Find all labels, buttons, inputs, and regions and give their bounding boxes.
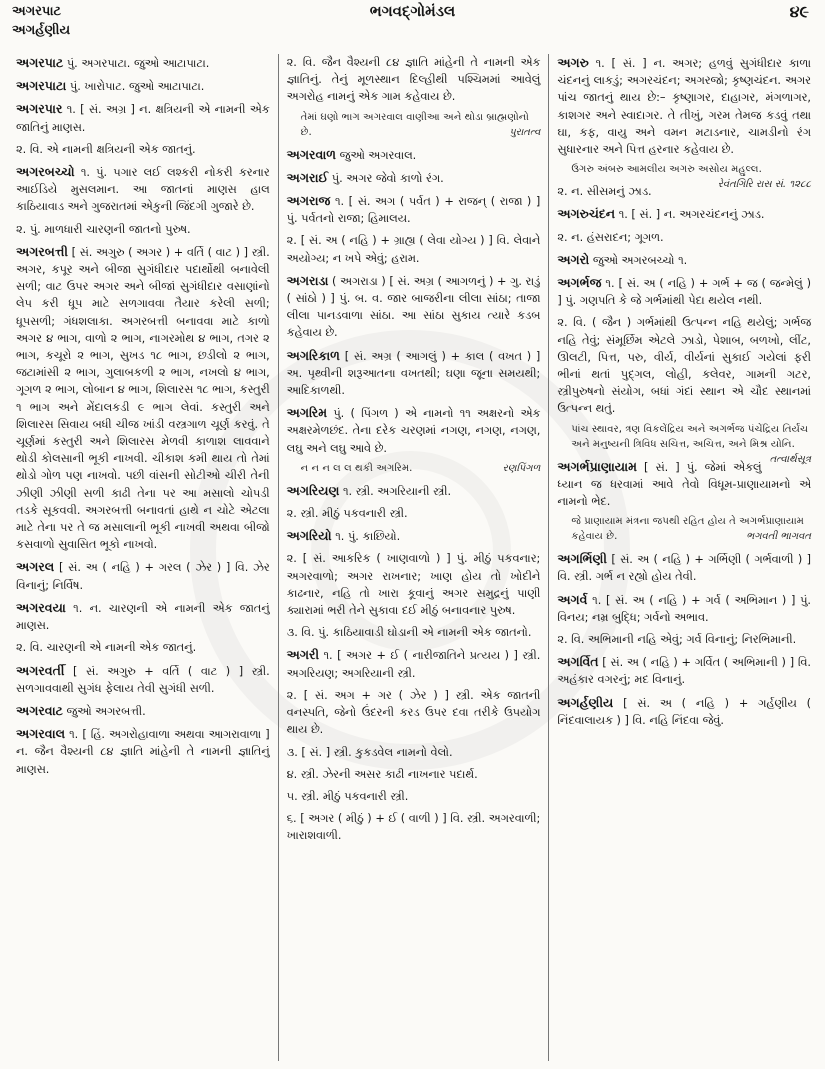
citation-text: તેમાં ઘણો ભાગ અગરવાલ વાણીઆ અને થોડા બ્રાહ્મણોનો છે. [300, 111, 529, 138]
dictionary-entry [287, 550, 541, 619]
definition-text: ૨. સ્ત્રી. મીઠું પકવનારી સ્ત્રી. [286, 507, 408, 521]
definition-text: ૧. પું. પગાર લઈ લશ્કરી નોકરી કરનાર આઈડિયે મુસલમાન. આ જાતનાં માણસ હાલ કાઠિયાવાડ અને ગુજરાતમાં એકુની જિંદગી ગુજારે છે. [16, 166, 270, 214]
guide-word-last: અગર્હણીય [12, 23, 71, 38]
citation-quote [571, 422, 812, 465]
headword: અગરપાર [16, 101, 63, 117]
dictionary-entry [16, 163, 270, 216]
citation-source: ભગવતી ભાગવત [746, 531, 812, 543]
dictionary-entry [287, 505, 541, 522]
dictionary-entry [16, 599, 270, 634]
citation-source: રેવંતગિરિ રાસ સં. ૧૨૮૮ [717, 179, 812, 191]
definition-text: ૪. સ્ત્રી. ઝેરની અસર કાઢી નાખનાર પદાર્થ. [286, 767, 478, 781]
headword: અગરવયા [16, 599, 66, 615]
headword: અગર્વિત [557, 654, 599, 670]
headword: અગરાજ [286, 193, 331, 209]
definition-text: ૧. [ સં. ] ન. અગરચંદનનું ઝાડ. [615, 208, 765, 222]
headword: અગરબચ્ચો [16, 164, 75, 180]
definition-text: ૫. સ્ત્રી. મીઠું પકવનારી સ્ત્રી. [286, 789, 409, 803]
definition-text: ૩. વિ. પું. કાઠિયાવાડી ઘોડાની એ નામની એક જાતનો. [286, 626, 532, 640]
dictionary-entry [557, 314, 811, 417]
definition-text: ૨. ન. સીસમનું ઝાડ. [557, 185, 652, 199]
dictionary-entry [287, 788, 541, 805]
headword: અગરિકાળ [286, 347, 340, 363]
headword: અગરાડા [286, 272, 329, 288]
definition-text: પું. અગર જેવો કાળો રંગ. [328, 171, 444, 185]
dictionary-entry [287, 232, 541, 266]
citation-quote [301, 461, 541, 476]
headword: અગરપાટ [16, 55, 64, 70]
dictionary-entry [557, 550, 811, 585]
definition-text: [ સં. અગુરુ + વર્તિ ( વાટ ) ] સ્ત્રી. સળગાવવાથી સુગંધ ફેલાય તેવી સુગંધી સળી. [16, 664, 270, 695]
dictionary-entry [16, 558, 270, 593]
headword: અગર્ભજ [557, 275, 602, 291]
headword: અગરપાટા [16, 78, 67, 94]
dictionary-entry [287, 169, 541, 187]
definition-text: ૩. [ સં. ] સ્ત્રી. કુકડવેલ નામનો વેલો. [286, 745, 453, 759]
dictionary-entry [16, 725, 270, 778]
column-3 [549, 54, 819, 1061]
definition-text: ૧. [ સં. અગ ( પર્વત ) + રાજન્ ( રાજા ) ] પું. પર્વતનો રાજા; હિમાલય. [286, 195, 541, 226]
dictionary-entry [557, 229, 811, 246]
dictionary-entry [16, 243, 270, 554]
definition-text: જુઓ અગરબચ્ચો ૧. [589, 253, 688, 267]
dictionary-entry [557, 631, 811, 648]
dictionary-entry [557, 694, 811, 729]
definition-text: ૨. વિ. ચારણની એ નામની એક જાતનું. [16, 641, 197, 655]
definition-text: ૨. વિ. જૈન વૈશ્યની ૮૪ જ્ઞાતિ માંહેની તે નામની એક જ્ઞાતિનું. તેનું મૂળસ્થાન દિલ્હીથી પશ્ચિમમાં આવેલું અગરોહ નામનું એક ગામ કહેવાય છે. [286, 56, 541, 104]
page-header [12, 2, 813, 54]
dictionary-entry [287, 146, 541, 164]
dictionary-entry [287, 347, 541, 400]
dictionary-entry [287, 482, 541, 500]
dictionary-entry [287, 810, 541, 844]
dictionary-entry [16, 702, 270, 720]
headword: અગર્હણીય [557, 694, 614, 710]
definition-text: [ સં. અ ( નહિ ) + ગર્ભિણી ( ગર્ભવાળી ) ] વિ. સ્ત્રી. ગર્ભ ન રહ્યો હોય તેવી. [557, 553, 812, 584]
definition-text: [ સં. અગુરુ ( અગર ) + વર્તિ ( વાટ ) ] સ્ત્રી. અગર, કપૂર અને બીજા સુગંધીદાર પદાર્થોથી બનાવેલી સળી; વાટ ઉપર અગર અને બીજાં સુગંધીદાર વસાણાંનો લેપ કરી ધૂપ માટે સળગાવવા તૈયાર કરેલી સળી; ધૂપસળી; ગંધશલાકા. અગરબત્તી બનાવવા માટે કાળો અગર ૪ ભાગ, વાળો ૨ ભાગ, નાગરમોથ ૪ ભાગ, તગર ૨ ભાગ, કચૂરો ૨ ભાગ, સુખડ ૧૮ ભાગ, છડીલો ૨ ભાગ, જટામાંસી ૨ ભાગ, ગુલાબકળી ૨ ભાગ, નખલો ૪ ભાગ, ગૂગળ ૨ ભાગ, લોબાન ૪ ભાગ, શિલારસ ૧૮ ભાગ, કસ્તુરી ૧ ભાગ અને મેંદાલકડી ૯ ભાગ લેવાં. કસ્તુરી અને શિલારસ સિવાય બધી ચીજ ખાંડી વસ્ત્રગાળ ચૂર્ણ કરવું. તે ચૂર્ણમાં કસ્તુરી અને શિલારસ મેળવી કાળાશ લાવવાને થોડી કોલસાની ભૂકી નાખવી. ચીકાશ કમી થાય તો તેમાં થોડો ગોળ પણ નાખવો. પછી વાંસની સોટીઓ ચીરી તેની ઝીણી ઝીણી સળી કાઢી તેના પર આ મસાલો ચોપડી તડકે સૂકવવી. અગરબત્તી બનાવતાં હાથે ન ચોટે એટલા માટે તેના પર તે જ મસાલાની ભૂકી નાખવી અથવા બીજો કસવાળો સુવાસિત ભૂકો નાખવો. [16, 245, 270, 552]
definition-text: ૬. [ અગર ( મીઠું ) + ઈ ( વાળી ) ] વિ. સ્ત્રી. અગરવાળી; ખારાશવાળી. [286, 812, 541, 843]
definition-text: ૨. [ સં. અગ + ગર ( ઝેર ) ] સ્ત્રી. એક જાતની વનસ્પતિ, જેનો ઉંદરની કરડ ઉપર દવા તરીકે ઉપયોગ થાય છે. [286, 688, 541, 737]
dictionary-entry [16, 77, 270, 95]
definition-text: [ સં. અગ્ર ( આગલું ) + કાલ ( વખત ) ] અ. પૃથ્વીની શરૂઆતના વખતથી; ઘણા જૂના સમયથી; આદિકાળથી. [286, 349, 541, 398]
dictionary-entry [287, 687, 541, 739]
definition-text: ૧. [ સં. ] ન. અગર; હળવું સુગંધીદાર કાળા ચંદનનું લાકડું; અગરચંદન; અગરજો; કૃષ્ણચંદન. અગર પાંચ જાતનું થાય છે:– કૃષ્ણાગર, દાહાગર, મંગળાગર, કાશગર અને સ્વાદાગર. તે તીખું, ગરમ તેમજ કડવું તથા ઘા, કફ, વાયુ અને વમન મટાડનાર, ચામડીનો રંગ સુધારનાર અને પિત્ત હરનાર કહેવાય છે. [557, 57, 812, 157]
definition-text: જુઓ અગરવાલ. [336, 148, 417, 162]
guide-word-first: અગરપાટ [12, 4, 62, 19]
definition-text: ૧. [ સં. અગ્ર ] ન. ક્ષત્રિયની એ નામની એક જાતિનું માણસ. [16, 103, 270, 134]
headword: અગરુ [557, 55, 589, 70]
definition-text: પું. ( પિંગળ ) એ નામનો ૧૧ અક્ષરનો એક અક્ષરમેળછંદ. તેના દરેક ચરણમાં નગણ, નગણ, નગણ, લઘુ અને લઘુ આવે છે. [286, 407, 541, 455]
headword: અગર્ભપ્રાણાયામ [557, 458, 637, 474]
citation-text: ઉગરુ અંબરુ આમલીય અગરુ અસોય મહુલ્લ. [571, 164, 762, 176]
headword: અગર્ભિણી [557, 551, 607, 567]
dictionary-entry [287, 646, 541, 681]
definition-text: પું. અગરપાટા. જુઓ આટાપાટા. [63, 57, 210, 70]
headword: અગરુચંદન [557, 206, 616, 222]
dictionary-entry [557, 251, 811, 269]
citation-source: રણપિંગળ [502, 462, 541, 474]
citation-quote [571, 162, 812, 191]
headword: અગરો [557, 251, 590, 267]
citation-text: જે પ્રાણાયામ મંત્રના જપથી રહિત હોય તે અગર્ભપ્રાણાયામ કહેવાય છે. [571, 516, 804, 543]
dictionary-entry [16, 639, 270, 656]
citation-quote [301, 110, 541, 140]
column-1 [8, 54, 279, 1061]
dictionary-entry [287, 54, 541, 106]
headword: અગરાઈ [286, 169, 329, 185]
definition-text: ૨. પું. માળધારી ચારણની જાતનો પુરુષ. [16, 222, 191, 236]
dictionary-columns [8, 54, 819, 1061]
definition-text: ૨. [ સં. અ ( નહિ ) + ગ્રાહ્ય ( લેવા યોગ્ય ) ] વિ. લેવાને અયોગ્ય; ન ખપે એવું; હરામ. [286, 234, 541, 265]
headword: અગરવાળ [286, 146, 337, 162]
dictionary-entry [557, 205, 811, 223]
dictionary-entry [287, 404, 541, 457]
definition-text: પું. ખારોપાટ. જુઓ આટાપાટા. [66, 80, 205, 94]
dictionary-entry [287, 744, 541, 761]
dictionary-entry [287, 766, 541, 783]
dictionary-entry [287, 527, 541, 545]
dictionary-entry [16, 662, 270, 697]
dictionary-entry [557, 591, 811, 626]
dictionary-entry [16, 54, 270, 72]
definition-text: [ સં. અ ( નહિ ) + ગર્વિત ( અભિમાની ) ] વિ. અહંકાર વગરનું; મદ વિનાનું. [557, 656, 812, 687]
definition-text: [ સં. અ ( નહિ ) + ગરલ ( ઝેર ) ] વિ. ઝેર વિનાનું; નિર્વિષ. [16, 561, 270, 592]
definition-text: ૧. [ સં. અ ( નહિ ) + ગર્ભ + જ ( જન્મેલું ) ] પું. ગણપતિ કે જે ગર્ભમાંથી પેદા થયેલ નથી. [557, 277, 812, 308]
dictionary-entry [287, 272, 541, 342]
definition-text: ૧. ન. ચારણની એ નામની એક જાતનું માણસ. [16, 601, 270, 633]
headword: અગરવર્તી [16, 662, 65, 678]
headword: અગરબત્તી [16, 243, 68, 259]
citation-text: ન ન ન લ લ થકી અગરિમ. [300, 462, 413, 474]
headword: અગરવાટ [16, 702, 63, 718]
definition-text: [ સં. ] પું. જેમાં એકલું ધ્યાન જ ધરવામાં આવે તેવો વિધૂમ-પ્રાણાયામનો એ નામનો ભેદ. [557, 460, 812, 509]
definition-text: ૧. [ હિં. અગરોહાવાળા અથવા આગરાવાળા ] ન. જૈન વૈશ્યની ૮૪ જ્ઞાતિ માંહેની તે નામની જ્ઞાતિનું માણસ. [16, 728, 270, 776]
definition-text: ( અગરાડા ) [ સં. અગ્ર ( આગળનું ) + ગુ. રાડું ( સાંઠો ) ] પું. બ. વ. જાર બાજરીના લીલા સાંઠા; તાજા લીલા પાનડવાળા સાંઠા. આ સાંઠા સુકાય ત્યારે કડબ કહેવાય છે. [286, 274, 541, 340]
definition-text: ૨. વિ. અભિમાની નહિ એવું; ગર્વ વિનાનું; નિરભિમાની. [557, 633, 797, 647]
headword: અગરિમ [286, 405, 328, 421]
headword: અગર્વ [557, 591, 588, 607]
dictionary-entry [16, 221, 270, 238]
column-2 [279, 54, 550, 1061]
definition-text: ૨. વિ. ( જૈન ) ગર્ભમાંથી ઉત્પન્ન નહિ થયેલું; ગર્ભજ નહિ તેવું; સંમૂર્છિમ એટલે ઝાડો, પેશાબ, બળખો, લીંટ, ઊલટી, પિત્ત, પરુ, વીર્ય, વીર્યનાં સુકાઈ ગયેલાં ફરી ભીનાં થતાં પુદ્ગલ, લોહી, કલેવર, ગામની ગટર, સ્ત્રીપુરુષનો સંયોગ, બધાં ગંદાં સ્થાન એ ચૌદ સ્થાનમાં ઉત્પન્ન થતું. [557, 316, 812, 416]
definition-text: જુઓ અગરબત્તી. [62, 704, 146, 718]
citation-quote [571, 514, 811, 544]
headword: અગરિયો [286, 528, 332, 544]
dictionary-entry [557, 653, 811, 688]
definition-text: ૧. સ્ત્રી. અગરિયાની સ્ત્રી. [339, 484, 452, 498]
definition-text: ૧. [ અગર + ઈ ( નારીજાતિને પ્રત્યય ) ] સ્ત્રી. અગરિયણ; અગરિયાની સ્ત્રી. [286, 649, 541, 680]
dictionary-entry [287, 192, 541, 227]
headword: અગરવાલ [16, 726, 66, 742]
dictionary-entry [287, 624, 541, 641]
dictionary-entry [16, 141, 270, 158]
page-number: ૪૯ [789, 2, 809, 21]
definition-text: ૨. વિ. એ નામની ક્ષત્રિયની એક જાતનું. [16, 142, 196, 156]
definition-text: [ સં. અ ( નહિ ) + ગર્હણીય ( નિંદવાલાયક ) ] વિ. નહિ નિંદવા જેવું. [557, 696, 812, 727]
page-title: ભગવદ્ગોમંડલ [369, 2, 456, 20]
headword: અગરલ [16, 559, 55, 575]
dictionary-entry [16, 100, 270, 135]
definition-text: ૧. [ સં. અ ( નહિ ) + ગર્વ ( અભિમાન ) ] પું. વિનય; નમ્ર બુદ્ધિ; ગર્વનો અભાવ. [557, 593, 812, 624]
dictionary-entry [557, 274, 811, 309]
citation-source: તત્વાર્થસૂત્ર [769, 453, 812, 465]
headword: અગરિયણ [286, 482, 340, 498]
definition-text: ૧. પું. કાછિયો. [331, 530, 401, 544]
citation-text: પાંચ સ્થાવર, ત્રણ વિકલેંદ્રિય અને અગર્ભજ પંચેંદ્રિય તિર્યંચ અને મનુષ્યની ત્રિવિધ સચિત્ત, અચિત્ત, અને મિશ્ર યોનિ. [571, 423, 809, 450]
citation-source: પુરાતત્વ [509, 126, 541, 138]
definition-text: ૨. [ સં. આકરિક ( ખાણવાળો ) ] પું. મીઠું પકવનાર; અગરવાળો; અગર રાખનાર; ખાણ હોય તો ખોદીને કાઢનાર, નહિ તો ખારા કૂવાનું અગર સમુદ્રનું પાણી ક્યારામાં ભરી તેને સુકાવા દઈ મીઠું બનાવનાર પુરુષ. [286, 552, 541, 618]
dictionary-entry [557, 54, 811, 158]
headword: અગરી [286, 647, 320, 663]
definition-text: ૨. ન. હંસરાદન; ગૂગળ. [557, 230, 664, 244]
